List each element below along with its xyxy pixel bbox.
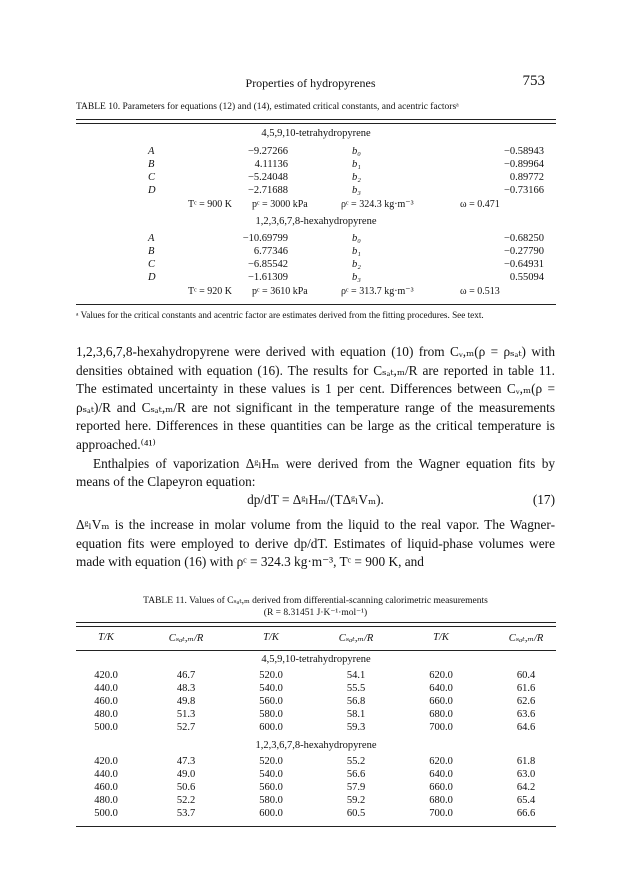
table11-cell: 540.0 (259, 769, 283, 780)
table11-header-row (76, 632, 556, 652)
table10-b-label: b₀ (352, 146, 361, 157)
table11-cell: 700.0 (429, 722, 453, 733)
table11-cell: 600.0 (259, 722, 283, 733)
table11-cell: 460.0 (94, 782, 118, 793)
table10-param-value: 6.77346 (253, 246, 288, 257)
table11-cell: 62.6 (516, 696, 536, 707)
table11-cell: 46.7 (176, 670, 196, 681)
table11-cell: 51.3 (176, 709, 196, 720)
table11-cell: 620.0 (429, 756, 453, 767)
table10-b-label: b₂ (352, 259, 361, 270)
table10-acentric-factor: ω = 0.471 (460, 199, 500, 210)
table10-section-title: 4,5,9,10-tetrahydropyrene (261, 128, 371, 139)
table11-cell: 47.3 (176, 756, 196, 767)
table11-cell: 480.0 (94, 709, 118, 720)
table11-header-cell: Cₛₐₜ,ₘ/R (508, 633, 544, 644)
table11-caption-line1: TABLE 11. Values of Cₛₐₜ,ₘ derived from differential-scanning calorimetric measurements (143, 596, 488, 606)
table11-cell: 58.1 (346, 709, 366, 720)
table11-cell: 53.7 (176, 808, 196, 819)
table11-cell: 460.0 (94, 696, 118, 707)
table11-cell: 49.0 (176, 769, 196, 780)
table11-cell: 480.0 (94, 795, 118, 806)
table11-cell: 620.0 (429, 670, 453, 681)
equation-number: (17) (532, 492, 555, 507)
table11-cell: 65.4 (516, 795, 536, 806)
table11-cell: 640.0 (429, 769, 453, 780)
table10-critical-density: ρᶜ = 313.7 kg·m⁻³ (341, 286, 414, 297)
table11-cell: 580.0 (259, 709, 283, 720)
table11-cell: 61.8 (516, 756, 536, 767)
table11-cell: 700.0 (429, 808, 453, 819)
table11-cell: 500.0 (94, 808, 118, 819)
table10-param-value: −9.27266 (247, 146, 288, 157)
table11-cell: 48.3 (176, 683, 196, 694)
table11-cell: 440.0 (94, 769, 118, 780)
table10-b-label: b₁ (352, 159, 361, 170)
table11-cell: 680.0 (429, 795, 453, 806)
table10-b-label: b₀ (352, 233, 361, 244)
paragraph-enthalpies: Enthalpies of vaporization ΔᵍₗHₘ were derived from the Wagner equation fits by means of the Clapeyron equation: (76, 455, 555, 490)
table11-cell: 55.2 (346, 756, 366, 767)
table10-param-label: D (148, 272, 156, 283)
table10-param-value: −1.61309 (247, 272, 288, 283)
table11-cell: 64.6 (516, 722, 536, 733)
table11-cell: 54.1 (346, 670, 366, 681)
table11-cell: 56.8 (346, 696, 366, 707)
equation-17 (76, 492, 555, 510)
table11-cell: 540.0 (259, 683, 283, 694)
table11-cell: 50.6 (176, 782, 196, 793)
table11-cell: 61.6 (516, 683, 536, 694)
table10-bottom-rule (76, 304, 556, 305)
table11-cell: 520.0 (259, 670, 283, 681)
table11-cell: 640.0 (429, 683, 453, 694)
equation-body: dp/dT = ΔᵍₗHₘ/(TΔᵍₗVₘ). (247, 492, 384, 507)
table11-header-cell: Cₛₐₜ,ₘ/R (338, 633, 374, 644)
table10-section-title: 1,2,3,6,7,8-hexahydropyrene (255, 216, 377, 227)
table11-caption (76, 595, 555, 619)
table11-cell: 57.9 (346, 782, 366, 793)
table11-cell: 660.0 (429, 782, 453, 793)
table10-footnote: ᵃ Values for the critical constants and acentric factor are estimates derived from the fitting procedures. See text. (76, 310, 484, 320)
table10-critical-temperature: Tᶜ = 900 K (188, 199, 233, 210)
table10-param-value: −2.71688 (247, 185, 288, 196)
table10-param-value: −10.69799 (242, 233, 288, 244)
table11-cell: 55.5 (346, 683, 366, 694)
table11-cell: 59.3 (346, 722, 366, 733)
table11-cell: 64.2 (516, 782, 536, 793)
table10-b-value: −0.27790 (503, 246, 544, 257)
table10-b-value: −0.68250 (503, 233, 544, 244)
table11-cell: 580.0 (259, 795, 283, 806)
table11-cell: 520.0 (259, 756, 283, 767)
table11-body (76, 654, 556, 874)
table11-header-cell: T/K (263, 632, 279, 643)
paragraph-volume: ΔᵍₗVₘ is the increase in molar volume from the liquid to the real vapor. The Wagner-equation fits were employed to derive dp/dT. Estimates of liquid-phase volumes were made with equation (16) with ρᶜ = 324.3 kg·m⁻³, Tᶜ = 900 K, and (76, 517, 555, 570)
table11-header-cell: T/K (98, 632, 114, 643)
table10-param-label: A (148, 233, 155, 244)
table10-param-value: −5.24048 (247, 172, 288, 183)
table10-b-value: −0.58943 (503, 146, 544, 157)
paragraph-cp-results: 1,2,3,6,7,8-hexahydropyrene were derived with equation (10) from Cᵥ,ₘ(ρ = ρₛₐₜ) with densities obtained with equation (16). The results for Cₛₐₜ,ₘ/R are reported in table 11. The estimated uncertainty in these values is 1 per cent. Differences between Cᵥ,ₘ(ρ = ρₛₐₜ)/R and Cₛₐₜ,ₘ/R are not significant in the temperature range of the measurements reported here. Differences in these quantities can be large as the critical temperature is approached.⁽⁴¹⁾ (76, 344, 555, 452)
table10-b-value: 0.89772 (509, 172, 544, 183)
table11-cell: 59.2 (346, 795, 366, 806)
table10-critical-temperature: Tᶜ = 920 K (188, 286, 233, 297)
table10-b-label: b₃ (352, 272, 361, 283)
table10-b-value: −0.64931 (503, 259, 544, 270)
running-title: Properties of hydropyrenes (245, 76, 376, 90)
table10-acentric-factor: ω = 0.513 (460, 286, 500, 297)
table11-cell: 560.0 (259, 782, 283, 793)
table10-critical-pressure: pᶜ = 3000 kPa (252, 199, 308, 210)
table11-bottom-rule (76, 826, 556, 827)
table11-section-title: 1,2,3,6,7,8-hexahydropyrene (255, 740, 377, 751)
table11-cell: 660.0 (429, 696, 453, 707)
table11-cell: 600.0 (259, 808, 283, 819)
table11-caption-line2: (R = 8.31451 J·K⁻¹·mol⁻¹) (263, 608, 368, 618)
table11-cell: 560.0 (259, 696, 283, 707)
table11-cell: 49.8 (176, 696, 196, 707)
table10-param-label: B (148, 159, 155, 170)
table11-cell: 420.0 (94, 670, 118, 681)
table10-param-label: D (148, 185, 156, 196)
table11-section-title: 4,5,9,10-tetrahydropyrene (261, 654, 371, 665)
table11-cell: 66.6 (516, 808, 536, 819)
table11-cell: 440.0 (94, 683, 118, 694)
table11-cell: 420.0 (94, 756, 118, 767)
table11-header-cell: T/K (433, 632, 449, 643)
table11-cell: 500.0 (94, 722, 118, 733)
table10-param-label: A (148, 146, 155, 157)
table10-param-label: B (148, 246, 155, 257)
table11-cell: 680.0 (429, 709, 453, 720)
table10-critical-density: ρᶜ = 324.3 kg·m⁻³ (341, 199, 414, 210)
table10-param-label: C (148, 172, 156, 183)
table11-cell: 60.4 (516, 670, 536, 681)
table11-cell: 52.2 (176, 795, 196, 806)
table11-cell: 52.7 (176, 722, 196, 733)
table10-b-label: b₁ (352, 246, 361, 257)
table11-cell: 63.6 (516, 709, 536, 720)
table11-cell: 56.6 (346, 769, 366, 780)
table11-cell: 60.5 (346, 808, 366, 819)
table10-caption: TABLE 10. Parameters for equations (12) and (14), estimated critical constants, and acentric factorsᵃ (76, 102, 459, 112)
table10-param-value: −6.85542 (247, 259, 288, 270)
table10-b-label: b₂ (352, 172, 361, 183)
table11-cell: 63.0 (516, 769, 536, 780)
table10-param-value: 4.11136 (254, 159, 288, 170)
table10-param-label: C (148, 259, 156, 270)
table11-header-rule (76, 650, 556, 651)
table11-header-cell: Cₛₐₜ,ₘ/R (168, 633, 204, 644)
table11-top-rule-double (76, 626, 556, 627)
page-number: 753 (522, 73, 545, 89)
table10-b-value: 0.55094 (509, 272, 544, 283)
body-paragraph (76, 343, 555, 492)
table10-b-value: −0.73166 (503, 185, 544, 196)
table10-critical-pressure: pᶜ = 3610 kPa (252, 286, 308, 297)
table11-top-rule (76, 622, 556, 623)
table10-b-value: −0.89964 (503, 159, 544, 170)
table10-b-label: b₃ (352, 185, 361, 196)
body-paragraph-continued (76, 516, 555, 572)
